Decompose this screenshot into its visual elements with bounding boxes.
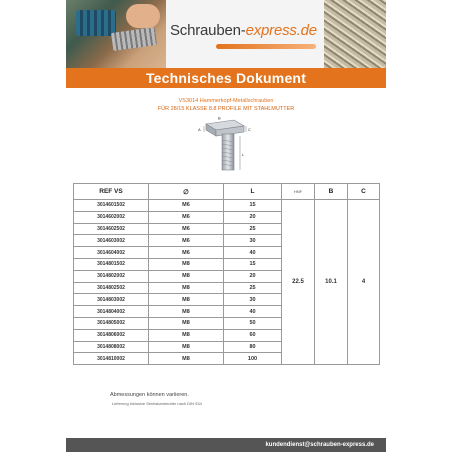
cell-ref: 3014602002 xyxy=(74,211,149,223)
dimensions-note: Abmessungen können variieren. xyxy=(110,392,189,398)
cell-length: 60 xyxy=(224,329,282,341)
dim-label-c: C xyxy=(248,127,251,132)
logo-swoosh xyxy=(216,44,316,49)
product-spec: FÜR 28/15 KLASSE 8.8 PROFILE MIT STAHLMUTTER xyxy=(157,106,295,112)
cell-length: 30 xyxy=(224,294,282,306)
cell-ref: 3014808002 xyxy=(74,341,149,353)
t-bolt-icon xyxy=(196,116,256,178)
footer-bar xyxy=(66,438,386,452)
cell-diameter: M8 xyxy=(149,282,224,294)
cell-length: 40 xyxy=(224,306,282,318)
cell-length: 25 xyxy=(224,282,282,294)
cell-ref: 3014603002 xyxy=(74,235,149,247)
dim-label-a: A xyxy=(198,127,201,132)
cell-diameter: M6 xyxy=(149,223,224,235)
hand-graphic xyxy=(126,4,160,28)
cell-ref: 3014602502 xyxy=(74,223,149,235)
col-header-diameter: ∅ xyxy=(149,184,224,200)
brand-logo xyxy=(170,22,317,39)
cell-ref: 3014604002 xyxy=(74,247,149,259)
cell-diameter: M6 xyxy=(149,200,224,212)
cell-length: 20 xyxy=(224,211,282,223)
cell-ref: 3014810002 xyxy=(74,353,149,365)
cell-ref: 3014805002 xyxy=(74,317,149,329)
page-title: Technisches Dokument xyxy=(145,70,307,86)
col-header-length: L xyxy=(224,184,282,200)
cell-length: 20 xyxy=(224,270,282,282)
col-header-a: HNF xyxy=(282,184,315,200)
screws-photo xyxy=(324,0,386,68)
cell-diameter: M6 xyxy=(149,211,224,223)
cell-diameter: M6 xyxy=(149,235,224,247)
cell-length: 80 xyxy=(224,341,282,353)
cell-diameter: M8 xyxy=(149,341,224,353)
table-header-row xyxy=(74,184,380,200)
title-bar xyxy=(66,68,386,88)
spec-table xyxy=(73,183,380,365)
cell-length: 100 xyxy=(224,353,282,365)
table-row xyxy=(74,200,380,212)
workshop-photo xyxy=(66,0,166,68)
cell-ref: 3014601502 xyxy=(74,200,149,212)
logo-main-text: Schrauben- xyxy=(170,22,246,39)
cell-diameter: M8 xyxy=(149,306,224,318)
dim-label-l: L xyxy=(242,152,245,157)
cell-merged-c: 4 xyxy=(348,200,380,365)
cell-length: 25 xyxy=(224,223,282,235)
product-name: VS3014 Hammerkopf-Metallschrauben xyxy=(178,98,274,104)
dim-label-b: B xyxy=(218,116,221,121)
support-email[interactable]: kundendienst@schrauben-express.de xyxy=(265,442,374,448)
cell-diameter: M8 xyxy=(149,353,224,365)
cell-length: 15 xyxy=(224,200,282,212)
cell-diameter: M8 xyxy=(149,329,224,341)
cell-length: 40 xyxy=(224,247,282,259)
cell-length: 30 xyxy=(224,235,282,247)
toolbox-graphic xyxy=(76,10,116,36)
cell-length: 50 xyxy=(224,317,282,329)
cell-ref: 3014801502 xyxy=(74,258,149,270)
bolt-drawing xyxy=(196,116,256,178)
cell-diameter: M8 xyxy=(149,270,224,282)
cell-ref: 3014804002 xyxy=(74,306,149,318)
col-header-b: B xyxy=(315,184,348,200)
col-header-ref: REF VS xyxy=(74,184,149,200)
cell-ref: 3014806002 xyxy=(74,329,149,341)
cell-length: 15 xyxy=(224,258,282,270)
delivery-note: Lieferung inklusive Sechskantmutter nach DIN 934 xyxy=(112,401,202,406)
cell-ref: 3014803002 xyxy=(74,294,149,306)
cell-ref: 3014802002 xyxy=(74,270,149,282)
cell-merged-a: 22.5 xyxy=(282,200,315,365)
logo-accent-text: express.de xyxy=(245,22,317,39)
cell-ref: 3014802502 xyxy=(74,282,149,294)
cell-diameter: M6 xyxy=(149,247,224,259)
col-header-c: C xyxy=(348,184,380,200)
cell-diameter: M8 xyxy=(149,317,224,329)
tool-graphic xyxy=(111,27,157,51)
cell-merged-b: 10.1 xyxy=(315,200,348,365)
header-banner xyxy=(66,0,386,68)
cell-diameter: M8 xyxy=(149,294,224,306)
cell-diameter: M8 xyxy=(149,258,224,270)
